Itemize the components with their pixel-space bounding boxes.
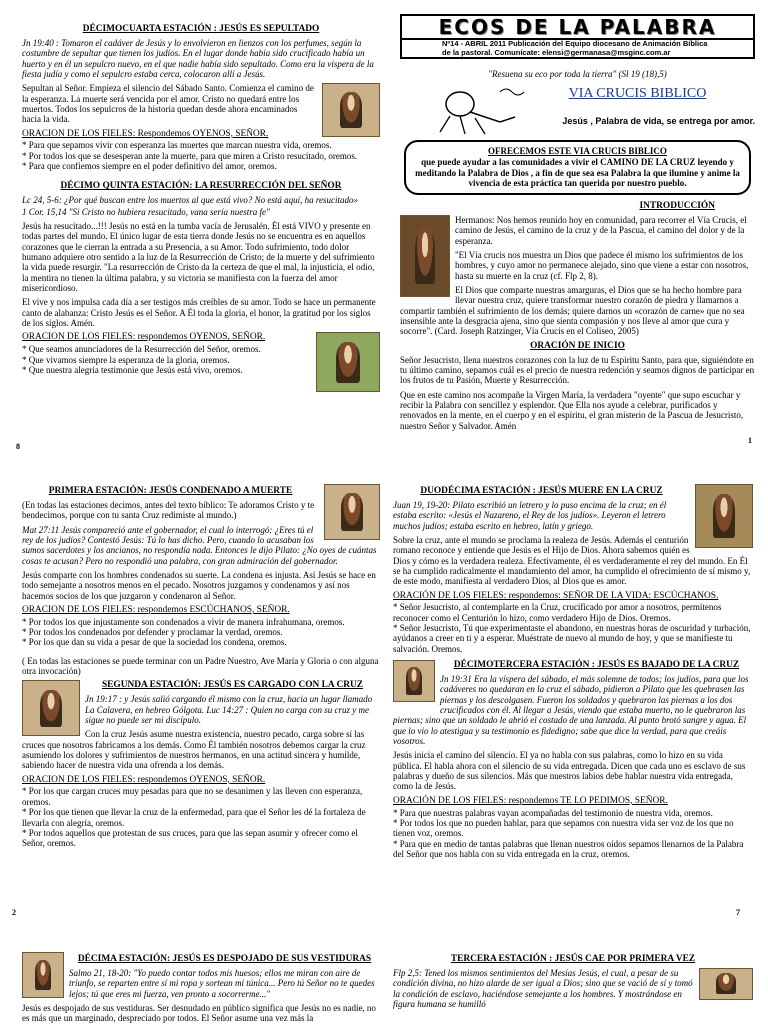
page-7 <box>393 484 753 924</box>
station-13-reflection: Jesús inicia el camino del silencio. El ya no habla con sus palabras, como lo hizo en su vida pública. El habla ahora con el silencio de su vida entregada. Dicen que cada uno es esclavo de sus palabras y dueño de sus silencios. Más que nuestros labios debe hablar nuestra vida entregada, como la de Jesús. <box>393 750 746 792</box>
page-bottom-left <box>22 952 380 1024</box>
opening-prayer-title: ORACIÓN DE INICIO <box>530 340 625 351</box>
page-8 <box>22 22 380 462</box>
prayer-item: * Por todos los que se desesperan ante la muerte, para que miren a Cristo resucitado, oremos. <box>22 150 358 161</box>
resurrection-image <box>316 332 380 392</box>
prayer-item: * Para que nuestras palabras vayan acompañadas del testimonio de nuestra vida, oremos. <box>393 807 713 818</box>
intro-paragraph-3: El Dios que comparte nuestras amarguras, el Dios que se ha hecho hombre para llevar nuestra cruz, quiere transformar nuestro corazón de piedra y llamarnos a compartir también el sufrimiento de los demás; quiere darnos un «corazón de carne» que no sea insensible ante la desgracia ajena, sino que sienta compasión y nos lleve al amor que cura y socorre". (Card. Joseph Ratzinger, Vía Crucis en el Coliseo, 2005) <box>400 285 745 337</box>
issue-info: Nº14 - ABRIL 2011 Publicación del Equipo diocesano de Animación Bíblica <box>442 39 708 48</box>
prayer-item: * Por los que tienen que llevar la cruz de la enfermedad, para que el Señor les dé la fortaleza de llevarla con alegría, oremos. <box>22 807 366 828</box>
prayer-item: * Por todos los que no pueden hablar, para que sepamos con nuestra vida ser voz de los que no tienen voz, oremos. <box>393 817 734 839</box>
station-15-scripture-b: 1 Cor. 15,14 "Si Cristo no hubiera resucitado, vana sería nuestra fe" <box>22 206 270 217</box>
station-note: (En todas las estaciones decimos, antes del texto bíblico: Te adoramos Cristo y te bendecimos, porque con tu santa Cruz redimiste al mundo.) <box>22 499 315 521</box>
opening-prayer-1: Señor Jesucristo, llena nuestros corazones con la luz de tu Espíritu Santo, para que, siguiéndote en tu último camino, sepamos cuál es el precio de nuestra redención y seamos dignos de participar en los frutos de tu Pasión, Muerte y Resurrección. <box>400 354 755 386</box>
condemned-image <box>324 484 380 540</box>
station-2-reflection: Con la cruz Jesús asume nuestra existencia, nuestro pecado, carga sobre sí las cruces que nosotros fabricamos a los demás. Como Él también nosotros debemos cargar la cruz asumiendo los dolores y sufrimientos de nuestros hermanos, en una actitud sincera y humilde, sabiendo hacer de nuestra vida una ofrenda a los demás. <box>22 729 366 771</box>
station-13-title: DÉCIMOTERCERA ESTACIÓN : JESÚS ES BAJADO DE LA CRUZ <box>453 660 740 671</box>
station-10-title: DÉCIMA ESTACIÓN: JESÚS ES DESPOJADO DE SUS VESTIDURAS <box>77 954 372 964</box>
station-1-title: PRIMERA ESTACIÓN: JESÚS CONDENADO A MUERTE <box>48 486 293 496</box>
prayer-item: * Que seamos anunciadores de la Resurrección del Señor, oremos. <box>22 344 261 355</box>
page-number: 2 <box>12 908 16 917</box>
crucifixion-image <box>695 484 753 548</box>
page-number: 8 <box>16 442 20 451</box>
station-15-reflection: Jesús ha resucitado...!!! Jesús no está en la tumba vacía de Jerusalén. Él está VIVO y presente en todas partes del mundo. El único lugar de esta tierra donde Jesús no se encuentra es en aquellos corazones que le cierran la entrada a su Presencia, a su Amor. Todo sufrimiento, todo dolor humano adquiere otro sentido a la luz de la Resurrección de Cristo; de la muerte y del sufrimiento la vida puede resurgir. "La resurrección de Cristo da la certeza de que el mal, la injusticia, el odio, la mentira no tienen la última palabra, y su victoria se manifiesta con la fuerza del amor misericordioso. <box>22 220 375 293</box>
psalm-quote: "Resuena su eco por toda la tierra" (Sl 19 (18),5) <box>488 69 667 80</box>
prayer-item: * Por todos los que injustamente son condenados a vivir de manera infrahumana, oremos. <box>22 616 345 627</box>
station-14-title: DÉCIMOCUARTA ESTACIÓN : JESÚS ES SEPULTADO <box>82 24 320 34</box>
prayer-item: * Señor Jesucristo, al contemplarte en la Cruz, crucificado por amor a nosotros, permítenos reconocer como el Centurión lo hizo, como verdadero Hijo de Dios. Oremos. <box>393 602 722 623</box>
prayer-item: * Que vivamos siempre la esperanza de la gloria, oremos. <box>22 354 230 365</box>
prayer-item: * Por los que dan su vida a pesar de que la sociedad los condena, oremos. <box>22 637 287 648</box>
station-12-scripture: Juan 19, 19-20: Pilato escribió un letrero y lo puso encima de la cruz; en él estaba escrito: «Jesús el Nazareno, el Rey de los judíos». Leyeron el letrero muchos judíos; estaba escrito en hebreo, latín y griego. <box>393 499 667 531</box>
prayer-item: * Para que en medio de tantas palabras que llenan nuestros oídos sepamos llenarnos de la Palabra del Señor que nos habla con su vida entregada en la cruz, oremos. <box>393 838 744 859</box>
station-2-scripture: Jn 19:17 : y Jesús salió cargando él mismo con la cruz, hacia un lugar llamado La Calavera, en hebreo Gólgota. Luc 14:27 : Quien no carga con su cruz y me sigue no puede ser mi discípulo. <box>85 694 373 725</box>
prayer-item: * Para que sepamos vivir con esperanza las muertes que marcan nuestra vida, oremos. <box>22 140 332 151</box>
station-10-reflection: Jesús es despojado de sus vestiduras. Ser desnudado en público significa que Jesús no es nadie, no es más que un marginado, despreciado por todos. El Señor asume una vez más la <box>22 1002 376 1024</box>
prayer-item: * Para que confiemos siempre en el poder definitivo del amor, oremos. <box>22 161 277 172</box>
offer-body: que puede ayudar a las comunidades a vivir el CAMINO DE LA CRUZ leyendo y meditando la Palabra de Dios , a fin de que sea esa Palabra la que ilumine y anime la vivencia de esta práctica tan querida por nuestro pueblo. <box>415 156 740 189</box>
page-2 <box>22 484 380 924</box>
page-number: 7 <box>736 908 740 917</box>
prayer-item: * Por los que cargan cruces muy pesadas para que no se desanimen y las lleven con esperanza, oremos. <box>22 786 363 807</box>
page-number: 1 <box>748 436 752 445</box>
opening-prayer-2: Que en este camino nos acompañe la Virgen María, la verdadera "oyente" que supo escuchar y recibir la Palabra con sencillez y esplendor. Que Ella nos ayude a celebrar, purificados y renovados en la mente, en el cuerpo y en el espíritu, el gran misterio de la Pascua de Jesucristo, nuestro Señor y Salvador. Amén <box>400 389 744 431</box>
station-10-scripture: Salmo 21, 18-20: "Yo puedo contar todos mis huesos; ellos me miran con aire de triunfo, se reparten entre sí mi ropa y sortean mi túnica... Pero tú Señor no te quedes lejos; tú que eres mi fuerza, ven pronto a socorrerme..." <box>69 967 375 999</box>
station-1-scripture: Mat 27:11 Jesús compareció ante el gobernador, el cual lo interrogó: ¿Eres tú el rey de los judíos? Contestó Jesús: Tú lo has dicho. Pero, cuando lo acusaban los sumos sacerdotes y los ancianos, no respondía nada. Entonces le dijo Pilato: ¿No oyes de cuántas cosas te acusan? Pero no respondió una palabra, con gran admiración del gobernador. <box>22 524 377 566</box>
prayer-item: * Por todos aquellos que protestan de sus cruces, para que las sepan asumir y ofrecer como el Señor, oremos. <box>22 827 358 849</box>
cross-bearing-image <box>22 680 80 736</box>
station-1-reflection: Jesús comparte con los hombres condenados su suerte. La condena es injusta. Así Jesús se hace en todo semejante a nosotros menos en el pecado. Nosotros juzgamos y condenamos y así nos hacemos socios de los que juzgaron y condenaron al Señor. <box>22 569 376 601</box>
station-2-title: SEGUNDA ESTACIÓN: JESÚS ES CARGADO CON LA CRUZ <box>101 680 364 691</box>
station-13-prayer-heading: ORACIÓN DE LOS FIELES: respondemos TE LO PEDIMOS, SEÑOR. <box>393 795 668 806</box>
prayer-item: * Señor Jesucristo, Tú que experimentaste el abandono, en nuestras horas de oscuridad y turbación, ayúdanos a creer en ti y a esperar. Muéstrate de nuevo al mundo de hoy, y que se manifieste tu salvación. Oremos. <box>393 623 751 654</box>
descent-image <box>393 660 435 702</box>
cartoon-icon <box>430 82 530 142</box>
jesus-portrait-image <box>400 215 450 297</box>
station-15-title: DÉCIMO QUINTA ESTACIÓN: LA RESURRECCIÓN DEL SEÑOR <box>60 181 342 192</box>
station-12-title: DUODÉCIMA ESTACIÓN : JESÚS MUERE EN LA CRUZ <box>420 486 663 496</box>
closing-note: ( En todas las estaciones se puede terminar con un Padre Nuestro, Ave María y Gloria o con alguna otra invocación) <box>22 655 379 677</box>
station-12-prayer-heading: ORACIÓN DE LOS FIELES: respondemos: SEÑOR DE LA VIDA: ESCÚCHANOS. <box>393 590 719 601</box>
stripped-image <box>22 952 64 998</box>
intro-paragraph-2: "El Vía crucis nos muestra un Dios que padece él mismo los sufrimientos de los hombres, y cuyo amor no permanece alejado, sino que viene a estar con nosotros, hasta su muerte en la cruz (cf. Flp 2, 8). <box>455 250 749 281</box>
intro-title: INTRODUCCIÓN <box>639 201 715 212</box>
contact-info: de la pastoral. Comunícate: elensi@germanasa@msginc.com.ar <box>442 47 671 57</box>
station-14-scripture: Jn 19:40 : Tomaron el cadáver de Jesús y lo envolvieron en lienzos con los perfumes, según la costumbre de sepultar que tienen los judíos. En el lugar donde había sido crucificado había un huerto y en él un sepulcro nuevo, en el que nadie había sido sepultado. Como era la víspera de la fiesta judía y como el sepulcro estaba cerca, colocaron allí a Jesús. <box>22 37 374 79</box>
prayer-item: * Que nuestra alegría testimonie que Jesús está vivo, oremos. <box>22 364 243 375</box>
masthead-title: ECOS DE LA PALABRA <box>402 16 753 40</box>
station-2-prayer-heading: ORACION DE LOS FIELES: respondemos OYENOS, SEÑOR. <box>22 774 266 785</box>
prayer-item: * Por todos los condenados por defender y proclamar la verdad, oremos. <box>22 627 283 638</box>
station-14-prayer-heading: ORACION DE LOS FIELES: Respondemos OYENOS, SEÑOR. <box>22 128 269 139</box>
station-3-title: TERCERA ESTACIÓN : JESÚS CAE POR PRIMERA VEZ <box>450 954 696 964</box>
tagline: Jesús , Palabra de vida, se entrega por amor. <box>562 115 755 126</box>
station-15-prayer-heading: ORACION DE LOS FIELES: respondemos OYENOS, SEÑOR. <box>22 332 266 343</box>
first-fall-image <box>699 968 753 1000</box>
station-1-prayer-heading: ORACION DE LOS FIELES: respondemos ESCÚCHANOS, SEÑOR. <box>22 604 290 615</box>
offer-title: OFRECEMOS ESTE VIA CRUCIS BIBLICO <box>488 146 667 157</box>
station-14-reflection: Sepultan al Señor. Empieza el silencio del Sábado Santo. Comienza el camino de la esperanza. La muerte será vencida por el amor. Cristo no quedará entre los muertos. Todos los sepulcros de la historia quedan desde ahora encaminados hacia la vida. <box>22 83 314 125</box>
station-15-scripture-a: Lc 24, 5-6: ¿Por qué buscan entre los muertos al que está vivo? No está aquí, ha resucitado» <box>22 195 359 206</box>
station-3-scripture: Flp 2,5: Tened los mismos sentimientos del Mesías Jesús, el cual, a pesar de su condición divina, no hizo alarde de ser igual a Dios; sino que se vació de sí y tomó la condición de esclavo, haciéndose semejante a los hombres. Y mostrándose en figura humana se humilló <box>393 967 693 1009</box>
page-1 <box>400 14 755 464</box>
masthead-box <box>400 14 755 59</box>
burial-image <box>322 83 380 137</box>
station-12-reflection: Sobre la cruz, ante el mundo se proclama la realeza de Jesús. Además el centurión romano reconoce y entiende que Jesús es el Hijo de Dios. Ahora sabemos quién es Dios y cómo es la verdadera realeza. Efectivamente, él es verdaderamente el rey del mundo. En Él se ha cumplido radicalmente el mandamiento del amor, ha cumplido el ofrecimiento de sí mismo y, de este modo, manifiesta al verdadero Dios, al Dios que es amor. <box>393 534 751 587</box>
page-bottom-right <box>393 952 753 1024</box>
station-15-reflection-2: El vive y nos impulsa cada día a ser testigos más creíbles de su amor. Todo se hace un permanente canto de alabanza: Cristo Jesús es el Señor. A Él toda la gloria, el honor, la gratitud por los siglos de los siglos. Amén. <box>22 297 376 328</box>
offer-box <box>404 140 751 195</box>
via-crucis-title: VIA CRUCIS BIBLICO <box>568 85 707 101</box>
intro-paragraph-1: Hermanos: Nos hemos reunido hoy en comunidad, para recorrer el Vía Crucis, el camino de Jesús, el camino de la cruz y de la Pascua, el camino del dolor y de la esperanza. <box>455 215 747 246</box>
station-13-scripture: Jn 19:31 Era la víspera del sábado, el más solemne de todos; los judíos, para que los cadáveres no quedaran en la cruz el sábado, pidieron a Pilato que les quebrasen las piernas y los descolgasen. Fueron los soldados y quebraron las piernas a los dos crucificados con él. Al llegar a Jesús, viendo que estaba muerto, no le quebraron las piernas; sino que un soldado le abrió el costado de una lanzada. Al punto brotó sangre y agua. El que lo vio lo atestigua y su testimonio es fidedigno; sabe que dice la verdad, para que creáis vosotros. <box>393 673 749 746</box>
